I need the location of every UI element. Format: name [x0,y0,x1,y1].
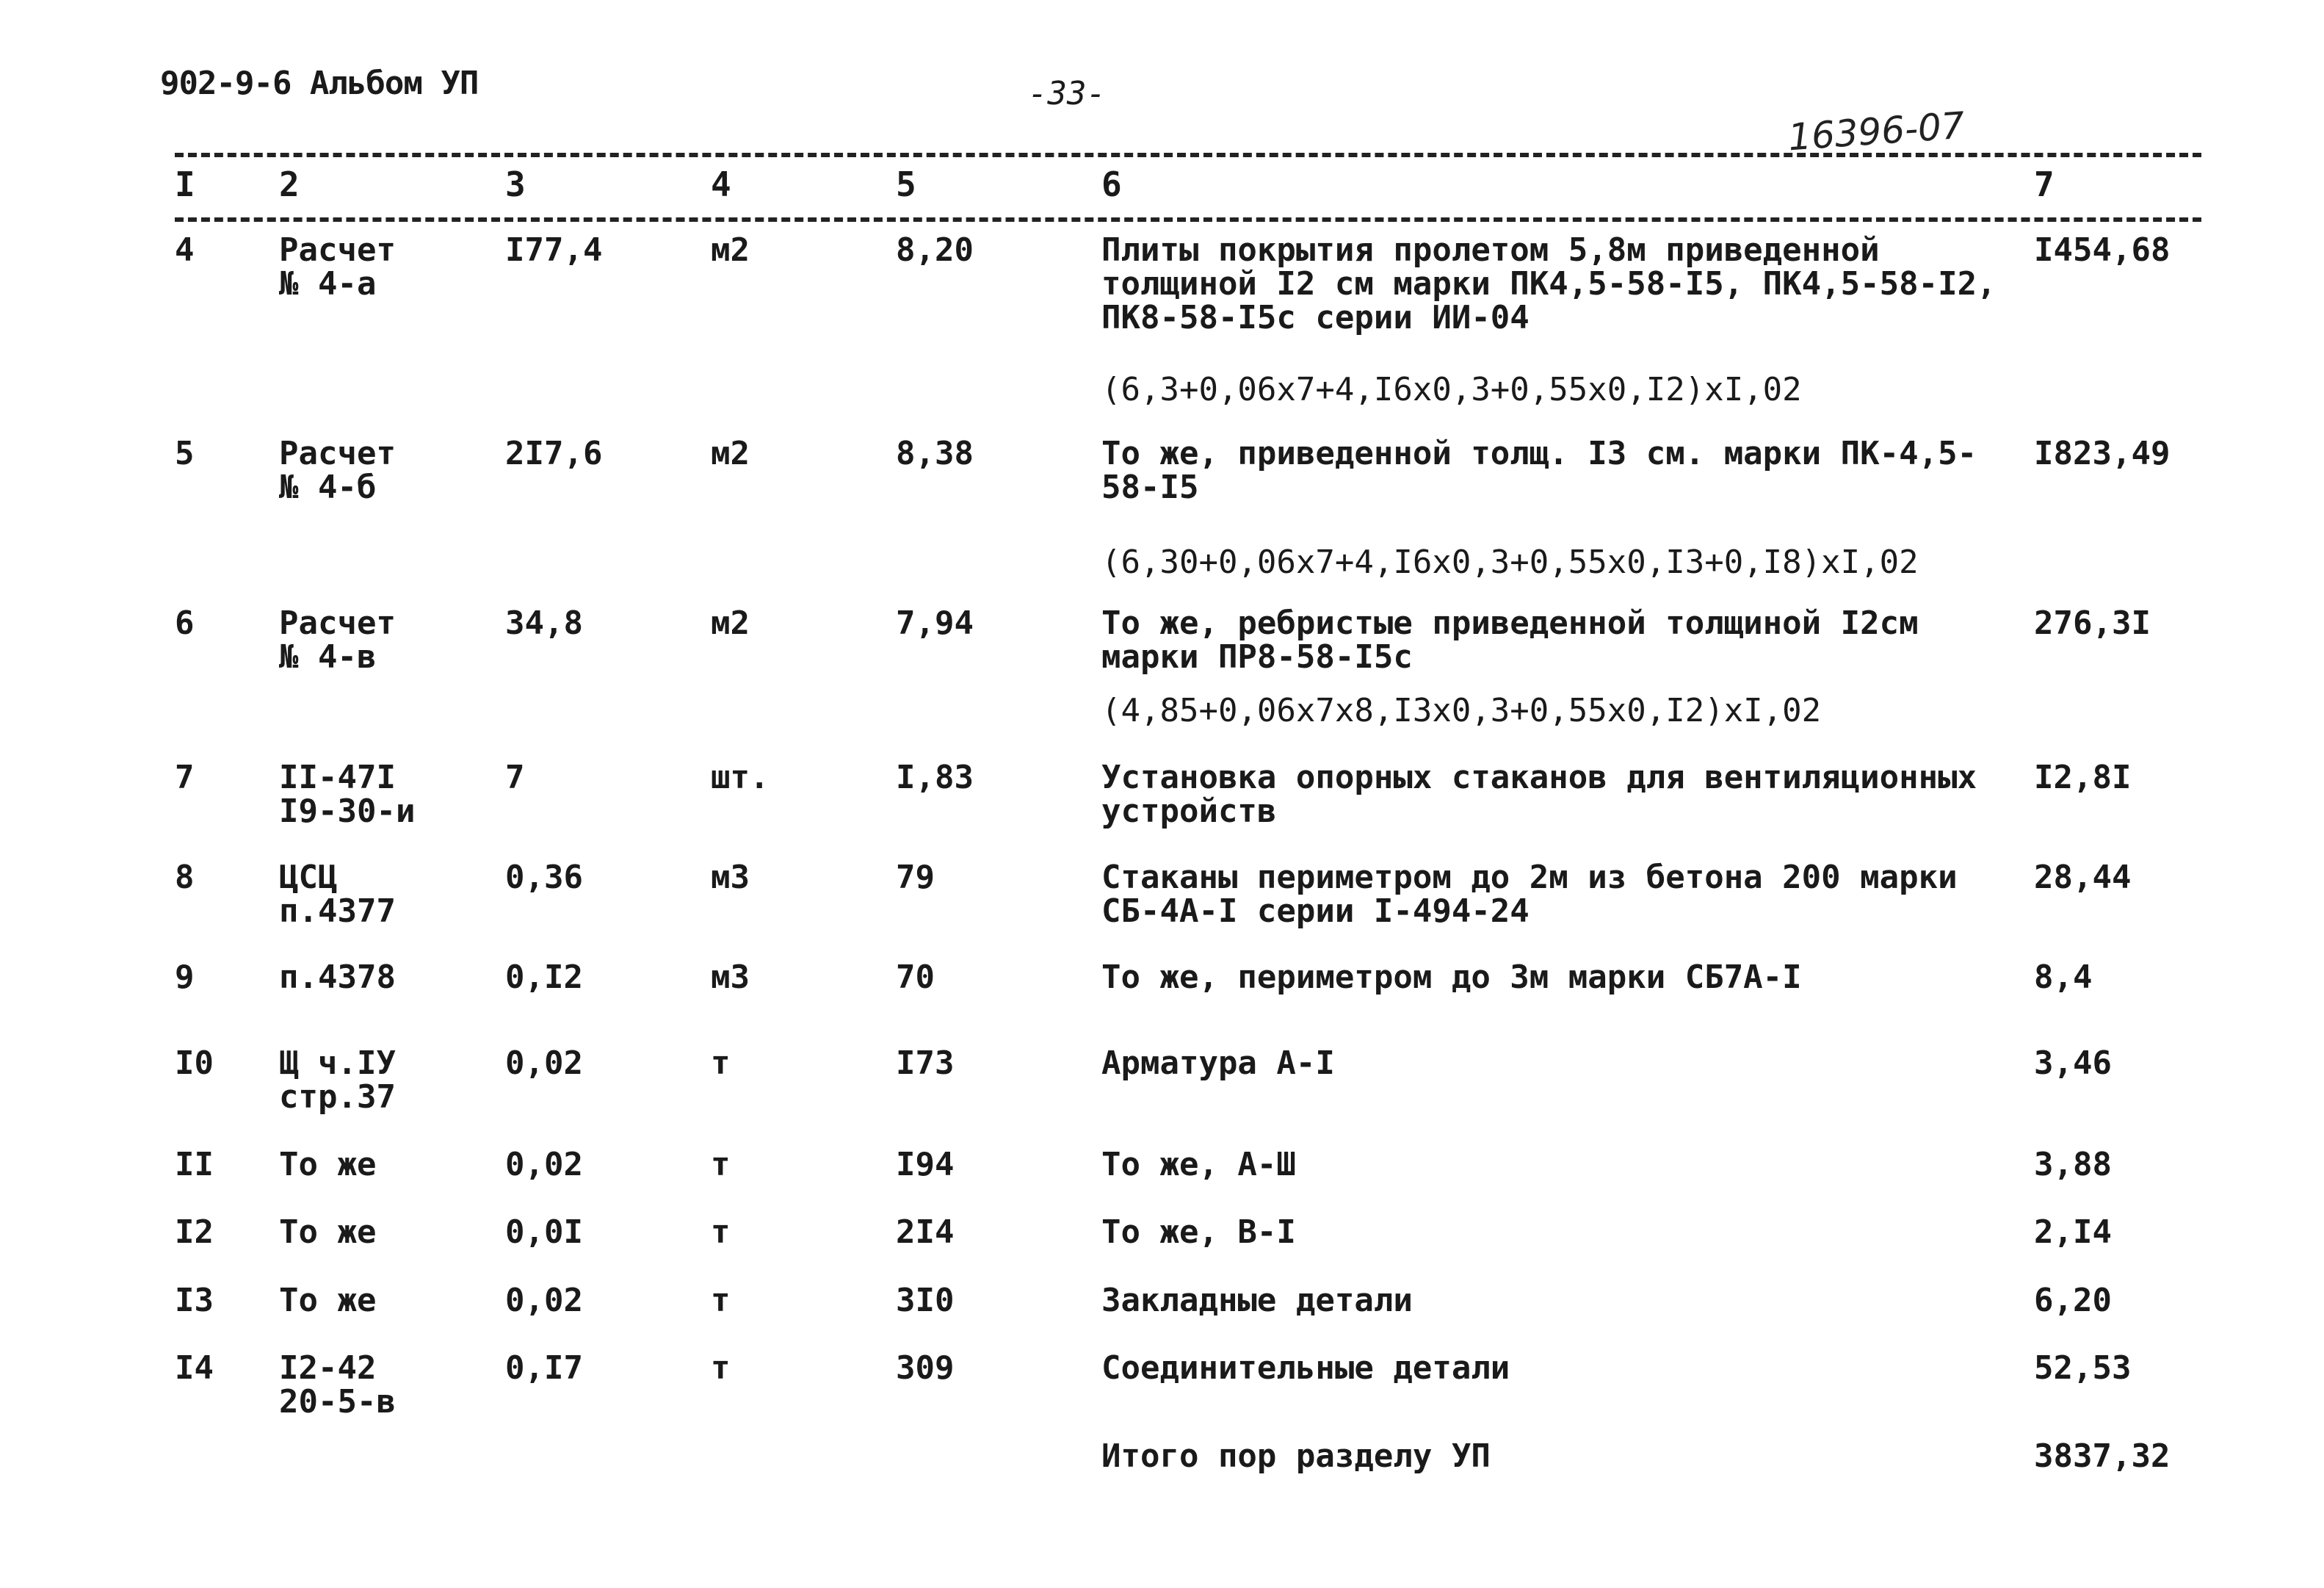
row-unit-price: I,83 [896,759,974,796]
row-unit-price: I73 [896,1044,955,1082]
row-number: II [175,1146,214,1183]
row-reference: ЦСЦ п.4377 [279,859,396,930]
row-unit: т [711,1044,731,1082]
row-number: 8 [175,859,195,896]
row-reference: I2-42 20-5-в [279,1349,396,1421]
row-unit: м2 [711,604,750,642]
row-reference: Щ ч.IУ стр.37 [279,1044,396,1116]
row-number: 5 [175,435,195,472]
row-total: I454,68 [2034,231,2171,269]
row-unit: м3 [711,859,750,896]
row-number: 4 [175,231,195,269]
row-reference: Расчет № 4-б [279,435,396,506]
row-reference: п.4378 [279,959,396,996]
row-description: Соединительные детали [1101,1349,1510,1387]
row-quantity: 0,0I [505,1213,583,1251]
row-formula: (6,30+0,06x7+4,I6x0,3+0,55x0,I3+0,I8)xI,02 [1101,544,1919,581]
row-description: То же, В-I [1101,1213,1296,1251]
row-total: 6,20 [2034,1282,2112,1319]
column-header-2: 2 [279,165,300,204]
row-unit-price: I94 [896,1146,955,1183]
row-unit: м2 [711,435,750,472]
summary-total: 3837,32 [2034,1437,2171,1475]
row-quantity: 0,I2 [505,959,583,996]
row-total: 8,4 [2034,959,2093,996]
row-reference: Расчет № 4-в [279,604,396,676]
row-unit-price: 79 [896,859,935,896]
row-unit: м2 [711,231,750,269]
page-number: -33- [1028,75,1106,112]
row-number: 9 [175,959,195,996]
row-unit: т [711,1213,731,1251]
row-total: 2,I4 [2034,1213,2112,1251]
row-unit: т [711,1282,731,1319]
row-description: То же, ребристые приведенной толщиной I2см марки ПР8-58-I5с [1101,604,1919,676]
row-unit: т [711,1146,731,1183]
column-header-4: 4 [711,165,731,204]
row-total: 3,46 [2034,1044,2112,1082]
row-formula: (4,85+0,06x7x8,I3x0,3+0,55x0,I2)xI,02 [1101,692,1822,729]
row-total: 3,88 [2034,1146,2112,1183]
row-description: Закладные детали [1101,1282,1413,1319]
column-header-6: 6 [1101,165,1122,204]
row-number: 6 [175,604,195,642]
column-header-7: 7 [2034,165,2055,204]
row-number: I3 [175,1282,214,1319]
row-quantity: 34,8 [505,604,583,642]
row-unit-price: 8,38 [896,435,974,472]
row-quantity: 0,02 [505,1282,583,1319]
summary-label: Итого пор разделу УП [1101,1437,1491,1475]
row-number: I4 [175,1349,214,1387]
row-quantity: 0,I7 [505,1349,583,1387]
row-total: I2,8I [2034,759,2132,796]
row-number: I2 [175,1213,214,1251]
row-total: 276,3I [2034,604,2151,642]
row-description: Арматура А-I [1101,1044,1335,1082]
document-code: 902-9-6 Альбом УП [160,65,479,102]
row-unit-price: 3I0 [896,1282,955,1319]
row-quantity: 0,36 [505,859,583,896]
row-quantity: 0,02 [505,1146,583,1183]
row-number: I0 [175,1044,214,1082]
row-total: 28,44 [2034,859,2132,896]
row-reference: II-47I I9-30-и [279,759,416,830]
row-description: Стаканы периметром до 2м из бетона 200 марки СБ-4А-I серии I-494-24 [1101,859,1958,930]
row-unit-price: 70 [896,959,935,996]
row-unit: шт. [711,759,770,796]
row-formula: (6,3+0,06x7+4,I6x0,3+0,55x0,I2)xI,02 [1101,371,1802,408]
row-reference: То же [279,1213,377,1251]
row-number: 7 [175,759,195,796]
row-quantity: 7 [505,759,525,796]
row-quantity: 2I7,6 [505,435,603,472]
row-description: То же, периметром до 3м марки СБ7А-I [1101,959,1802,996]
column-header-5: 5 [896,165,916,204]
row-quantity: I77,4 [505,231,603,269]
row-description: То же, А-Ш [1101,1146,1296,1183]
column-header-1: I [175,165,195,204]
row-unit: м3 [711,959,750,996]
row-unit: т [711,1349,731,1387]
row-unit-price: 2I4 [896,1213,955,1251]
handwritten-stamp: 16396-07 [1787,104,1966,159]
header-top-rule [175,153,2201,157]
row-total: I823,49 [2034,435,2171,472]
row-unit-price: 8,20 [896,231,974,269]
row-reference: Расчет № 4-а [279,231,396,303]
row-unit-price: 7,94 [896,604,974,642]
row-unit-price: 309 [896,1349,955,1387]
row-reference: То же [279,1282,377,1319]
row-quantity: 0,02 [505,1044,583,1082]
row-description: Установка опорных стаканов для вентиляционных устройств [1101,759,1977,830]
header-bottom-rule [175,217,2201,222]
column-header-3: 3 [505,165,526,204]
row-reference: То же [279,1146,377,1183]
row-description: Плиты покрытия пролетом 5,8м приведенной толщиной I2 см марки ПК4,5-58-I5, ПК4,5-58-I2, ПК8-58-I5с серии ИИ-04 [1101,231,1997,336]
row-total: 52,53 [2034,1349,2132,1387]
row-description: То же, приведенной толщ. I3 см. марки ПК-4,5-58-I5 [1101,435,1977,506]
